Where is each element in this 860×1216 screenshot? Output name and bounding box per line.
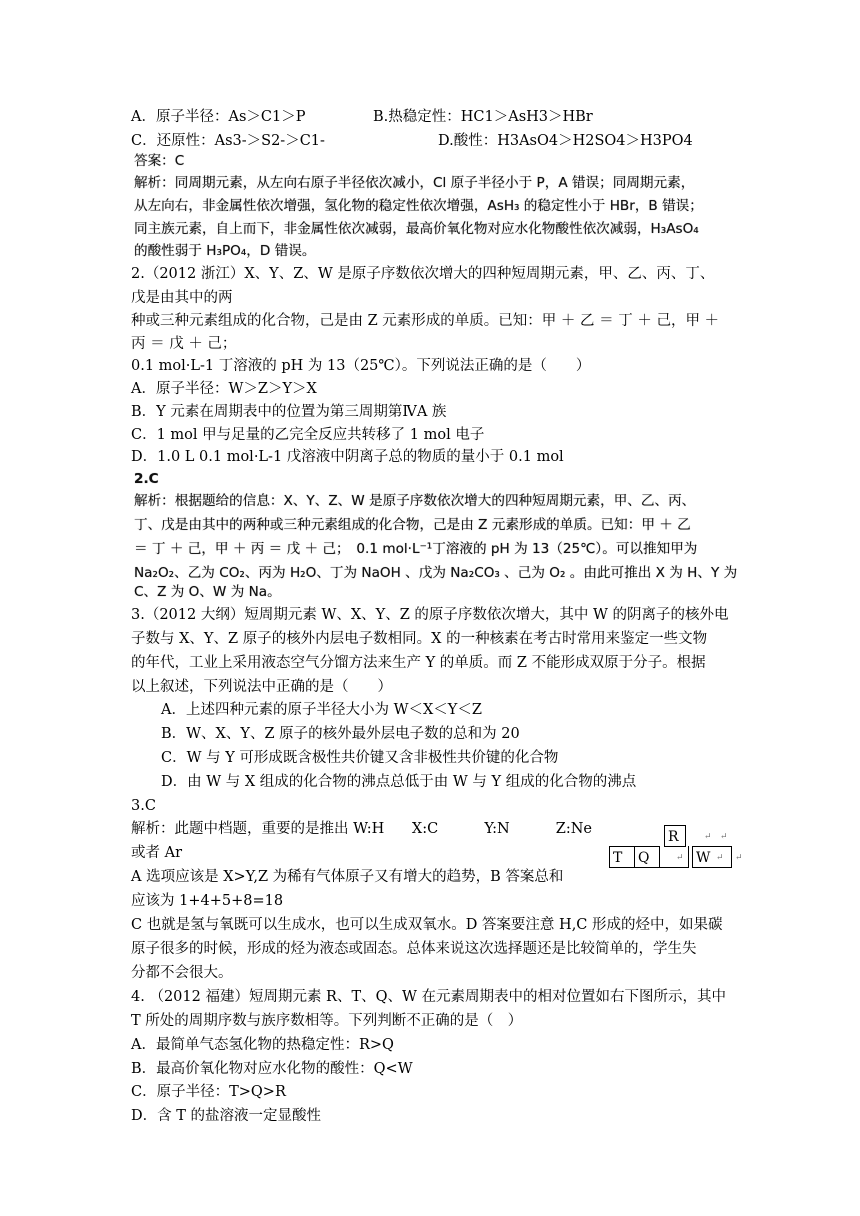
q1-option-c: C．还原性：As3-＞S2-＞C1- bbox=[131, 133, 325, 149]
table-cell-t: T bbox=[609, 846, 635, 868]
q3-analysis-line: A 选项应该是 X>Y,Z 为稀有气体原子又有增大的趋势，B 答案总和 bbox=[131, 869, 564, 885]
paragraph-mark: ↵ bbox=[720, 832, 728, 842]
q2-option-a: A．原子半径：W＞Z＞Y＞X bbox=[131, 381, 317, 397]
q2-stem-line: 种或三种元素组成的化合物，己是由 Z 元素形成的单质。已知：甲 ＋ 乙 ＝ 丁 ＋ 己，甲 ＋ bbox=[131, 313, 720, 329]
q3-option-b: B．W、X、Y、Z 原子的核外最外层电子数的总和为 20 bbox=[161, 726, 520, 742]
q1-answer: 答案：C bbox=[134, 153, 185, 169]
q2-stem-line: 丙 ＝ 戊 ＋ 己； bbox=[131, 336, 237, 352]
q3-stem-line: 以上叙述，下列说法中正确的是（ ） bbox=[131, 679, 392, 695]
q3-stem-line: 3.（2012 大纲）短周期元素 W、X、Y、Z 的原子序数依次增大，其中 W 的阴离子的核外电 bbox=[131, 607, 729, 623]
q2-answer: 2.C bbox=[134, 471, 159, 487]
table-cell-r: R bbox=[664, 825, 686, 847]
q2-analysis-line: 解析：根据题给的信息：X、Y、Z、W 是原子序数依次增大的四种短周期元素，甲、乙、丙、 bbox=[134, 493, 696, 509]
q1-analysis-line: 的酸性弱于 H₃PO₄，D 错误。 bbox=[134, 243, 316, 259]
q3-answer: 3.C bbox=[131, 798, 156, 814]
q4-option-d: D．含 T 的盐溶液一定显酸性 bbox=[131, 1108, 322, 1124]
table-cell-q: Q bbox=[634, 846, 660, 868]
paragraph-mark: ↵ bbox=[716, 853, 724, 863]
paragraph-mark: ↵ bbox=[735, 853, 743, 863]
q2-stem-line: 2.（2012 浙江）X、Y、Z、W 是原子序数依次增大的四种短周期元素，甲、乙、丙、丁、 bbox=[131, 266, 715, 282]
q4-option-c: C．原子半径：T>Q>R bbox=[131, 1084, 286, 1100]
q1-option-b: B.热稳定性：HC1＞AsH3＞HBr bbox=[373, 109, 593, 125]
q3-analysis-line: 解析：此题中档题，重要的是推出 W:H X:C Y:N Z:Ne bbox=[131, 821, 593, 837]
q3-stem-line: 的年代，工业上采用液态空气分馏方法来生产 Y 的单质。而 Z 不能形成双原于分子。根据 bbox=[131, 655, 706, 671]
q2-analysis-clip bbox=[0, 584, 860, 598]
q3-analysis-line: 应该为 1+4+5+8=18 bbox=[131, 893, 284, 909]
q1-option-d: D.酸性：H3AsO4＞H2SO4＞H3PO4 bbox=[438, 133, 693, 149]
q4-stem-line: 4. （2012 福建）短周期元素 R、T、Q、W 在元素周期表中的相对位置如右下图所示，其中 bbox=[131, 989, 727, 1005]
q3-analysis-line: C 也就是氢与氧既可以生成水，也可以生成双氧水。D 答案要注意 H,C 形成的烃中，如果碳 bbox=[131, 917, 723, 933]
q3-analysis-line: 分都不会很大。 bbox=[131, 965, 233, 981]
q1-analysis-line: 从左向右，非金属性依次增强，氢化物的稳定性依次增强，AsH₃ 的稳定性小于 HBr，B 错误； bbox=[134, 198, 703, 214]
q2-option-d: D．1.0 L 0.1 mol·L-1 戊溶液中阴离子总的物质的量小于 0.1 mol bbox=[131, 449, 564, 465]
q1-analysis-line: 同主族元素，自上而下，非金属性依次减弱，最高价氧化物对应水化物酸性依次减弱，H₃AsO₄ bbox=[134, 221, 699, 237]
table-cell-w: W bbox=[692, 846, 732, 868]
q2-stem-line: 0.1 mol·L-1 丁溶液的 pH 为 13（25℃）。下列说法正确的是（ ） bbox=[131, 358, 591, 374]
q2-analysis-line: 丁、戊是由其中的两种或三种元素组成的化合物，己是由 Z 元素形成的单质。已知：甲 ＋ 乙 bbox=[134, 517, 691, 533]
paragraph-mark: ↵ bbox=[676, 853, 684, 863]
q3-option-a: A．上述四种元素的原子半径大小为 W＜X＜Y＜Z bbox=[161, 702, 482, 718]
q2-option-c: C．1 mol 甲与足量的乙完全反应共转移了 1 mol 电子 bbox=[131, 427, 485, 443]
q1-analysis-line: 解析：同周期元素，从左向右原子半径依次减小，Cl 原子半径小于 P，A 错误；同周期元素， bbox=[134, 175, 695, 191]
q4-stem-line: T 所处的周期序数与族序数相等。下列判断不正确的是（ ） bbox=[131, 1013, 523, 1029]
q3-stem-line: 子数与 X、Y、Z 原子的核外内层电子数相同。X 的一种核素在考古时常用来鉴定一些文物 bbox=[131, 631, 708, 647]
paragraph-mark: ↵ bbox=[704, 832, 712, 842]
q4-option-b: B．最高价氧化物对应水化物的酸性：Q<W bbox=[131, 1061, 413, 1077]
q3-option-c: C．W 与 Y 可形成既含极性共价键又含非极性共价键的化合物 bbox=[161, 750, 559, 766]
q2-analysis-line: Na₂O₂、乙为 CO₂、丙为 H₂O、丁为 NaOH 、戊为 Na₂CO₃ 、己为 O₂ 。由此可推出 X 为 H、Y 为 bbox=[134, 565, 738, 581]
q3-analysis-line: 原子很多的时候，形成的烃为液态或固态。总体来说这次选择题还是比较简单的，学生失 bbox=[131, 941, 697, 957]
q2-stem-line: 戊是由其中的两 bbox=[131, 290, 233, 306]
q4-option-a: A．最简单气态氢化物的热稳定性：R>Q bbox=[131, 1037, 394, 1053]
q2-analysis-line: ＝ 丁 ＋ 己，甲 ＋ 丙 ＝ 戊 ＋ 己； 0.1 mol·L⁻¹丁溶液的 pH 为 13（25℃）。可以推知甲为 bbox=[134, 541, 698, 557]
q1-option-a: A．原子半径：As＞C1＞P bbox=[131, 109, 306, 125]
q2-analysis-line: C、Z 为 O、W 为 Na。 bbox=[134, 584, 281, 598]
q3-option-d: D．由 W 与 X 组成的化合物的沸点总低于由 W 与 Y 组成的化合物的沸点 bbox=[161, 774, 637, 790]
q2-option-b: B．Y 元素在周期表中的位置为第三周期第ⅣA 族 bbox=[131, 404, 447, 420]
q3-analysis-line: 或者 Ar bbox=[131, 845, 183, 861]
table-cell-empty bbox=[659, 846, 689, 868]
